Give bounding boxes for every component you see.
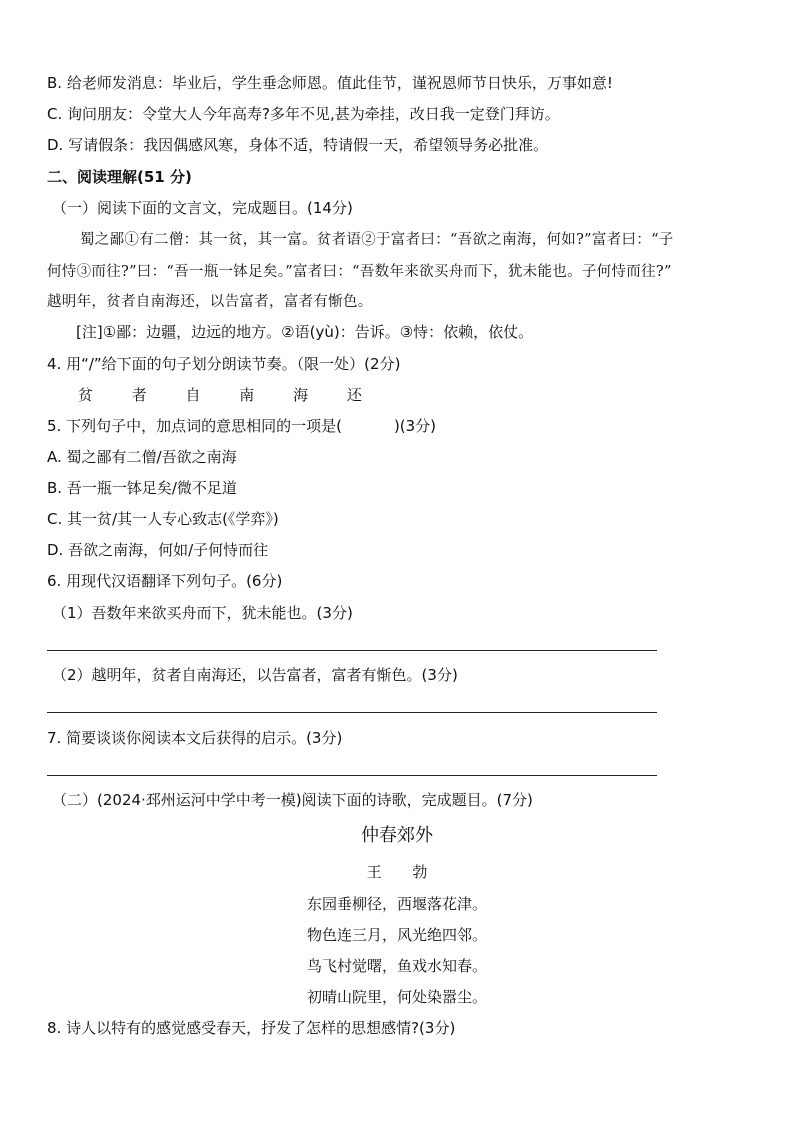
passage-line-3: 越明年，贫者自南海还，以告富者，富者有惭色。 xyxy=(47,294,373,310)
poem-author: 王 勃 xyxy=(366,863,428,881)
question-5-option-c: C. 其一贫/其一人专心致志(《学弈》) xyxy=(47,510,279,528)
answer-line-2[interactable] xyxy=(47,712,657,713)
question-6-sentence-2: （2）越明年，贫者自南海还，以告富者，富者有惭色。(3分) xyxy=(52,666,458,684)
part1-intro: （一）阅读下面的文言文，完成题目。(14分) xyxy=(52,199,353,217)
question-5-option-a: A. 蜀之鄙有二僧/吾欲之南海 xyxy=(47,448,237,466)
poem-title: 仲春郊外 xyxy=(361,825,433,846)
question-5-score: )(3分) xyxy=(393,417,437,435)
option-d-message: D. 写请假条：我因偶感风寒，身体不适，特请假一天，希望领导务必批准。 xyxy=(47,136,549,154)
annotation-note: [注]①鄙：边疆，边远的地方。②语(yù)：告诉。③恃：依赖，依仗。 xyxy=(76,323,534,341)
option-b-message: B. 给老师发消息：毕业后，学生垂念师恩。值此佳节，谨祝恩师节日快乐，万事如意! xyxy=(47,74,613,92)
part2-intro: （二）(2024·邳州运河中学中考一模)阅读下面的诗歌，完成题目。(7分) xyxy=(52,791,533,809)
poem-line-3: 鸟飞村觉曙，鱼戏水知春。 xyxy=(306,957,487,975)
question-4-sentence: 贫 者 自 南 海 还 xyxy=(78,386,370,404)
section-heading: 二、阅读理解(51 分) xyxy=(47,168,192,186)
passage-line-1: 蜀之鄙①有二僧：其一贫，其一富。贫者语②于富者曰：“吾欲之南海，何如?”富者曰：“子 xyxy=(80,232,674,248)
question-7-stem: 7. 简要谈谈你阅读本文后获得的启示。(3分) xyxy=(47,729,343,747)
option-c-message: C. 询问朋友：令堂大人今年高寿?多年不见,甚为牵挂，改日我一定登门拜访。 xyxy=(47,105,560,123)
question-5-stem-text: 5. 下列句子中，加点词的意思相同的一项是( xyxy=(47,417,342,435)
answer-line-3[interactable] xyxy=(47,775,657,776)
question-5-option-b: B. 吾一瓶一钵足矣/微不足道 xyxy=(47,479,237,497)
poem-line-1: 东园垂柳径，西堰落花津。 xyxy=(306,895,487,913)
poem-line-2: 物色连三月，风光绝四邻。 xyxy=(306,926,487,944)
answer-line-1[interactable] xyxy=(47,650,657,651)
question-4-stem: 4. 用“/”给下面的句子划分朗读节奏。（限一处）(2分) xyxy=(47,355,401,373)
poem-line-4: 初晴山院里，何处染嚣尘。 xyxy=(306,988,487,1006)
question-5-option-d: D. 吾欲之南海，何如/子何恃而往 xyxy=(47,541,269,559)
question-8-stem: 8. 诗人以特有的感觉感受春天，抒发了怎样的思想感情?(3分) xyxy=(47,1019,456,1037)
question-5-stem xyxy=(47,416,436,436)
passage-line-2: 何恃③而往?”曰：“吾一瓶一钵足矣。”富者曰：“吾数年来欲买舟而下，犹未能也。子何恃而往?” xyxy=(47,264,672,280)
question-6-sentence-1: （1）吾数年来欲买舟而下，犹未能也。(3分) xyxy=(52,604,353,622)
question-6-stem: 6. 用现代汉语翻译下列句子。(6分) xyxy=(47,572,283,590)
